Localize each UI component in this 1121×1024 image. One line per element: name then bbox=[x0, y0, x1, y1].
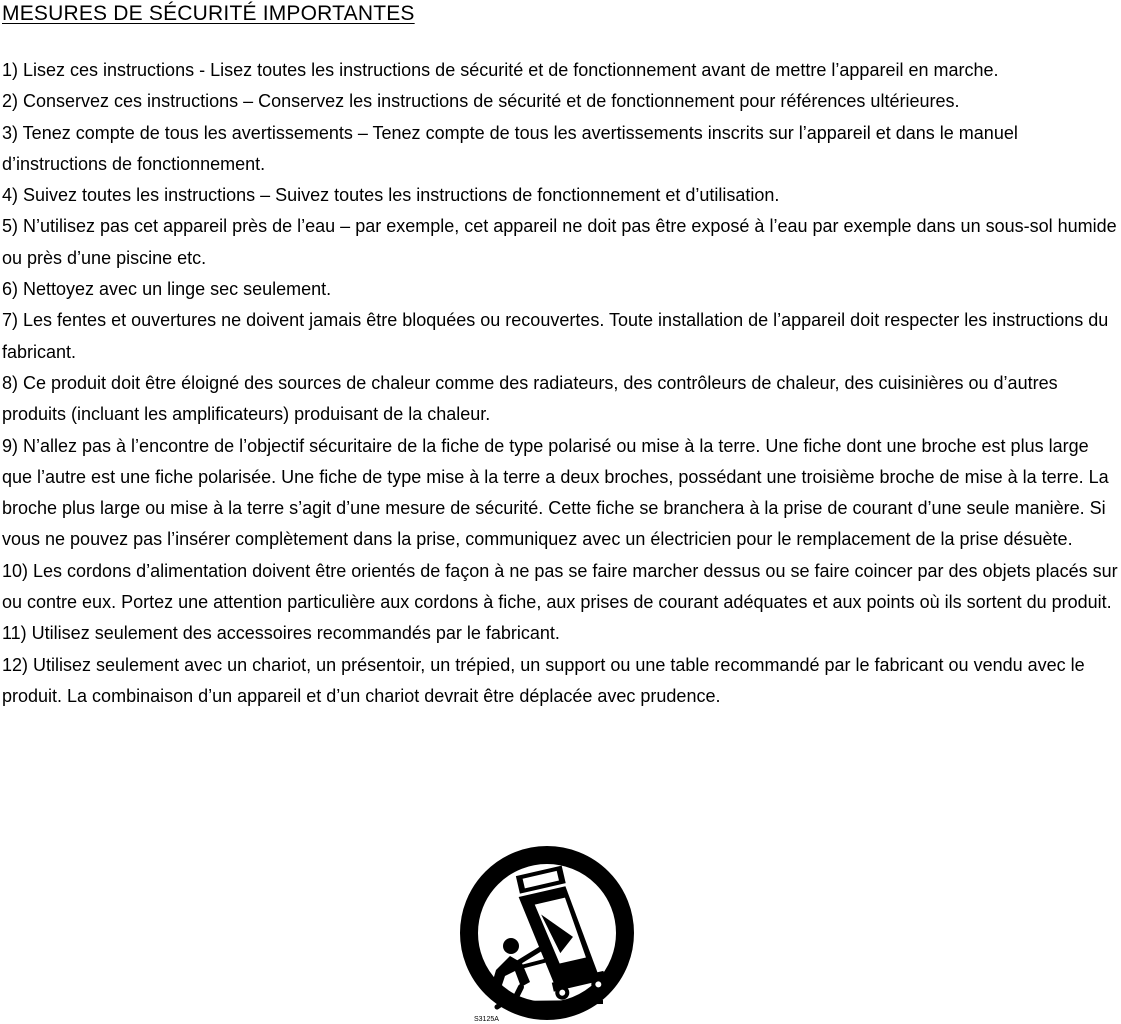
instruction-item-12: 12) Utilisez seulement avec un chariot, un présentoir, un trépied, un support ou une table recommandé par le fabricant ou vendu avec le produit. La combinaison d’un appareil et d’un chariot devrait être déplacée avec prudence. bbox=[2, 654, 1085, 706]
instruction-item-8: 8) Ce produit doit être éloigné des sources de chaleur comme des radiateurs, des contrôleurs de chaleur, des cuisinières ou d’autres produits (incluant les amplificateurs) produisant de la chaleur. bbox=[2, 372, 1058, 425]
instruction-list bbox=[2, 55, 1121, 712]
instruction-item-7: 7) Les fentes et ouvertures ne doivent jamais être bloquées ou recouvertes. Toute installation de l’appareil doit respecter les instructions du fabricant. bbox=[2, 310, 1109, 362]
instruction-item-5: 5) N’utilisez pas cet appareil près de l’eau – par exemple, cet appareil ne doit pas être exposé à l’eau par exemple dans un sous-sol humide ou près d’une piscine etc. bbox=[2, 216, 1117, 268]
instruction-item-3: 3) Tenez compte de tous les avertissements – Tenez compte de tous les avertissements inscrits sur l’appareil et dans le manuel d’instructions de fonctionnement. bbox=[2, 122, 1018, 174]
instruction-item-6: 6) Nettoyez avec un linge sec seulement. bbox=[2, 279, 332, 300]
instruction-item-1: 1) Lisez ces instructions - Lisez toutes les instructions de sécurité et de fonctionnement avant de mettre l’appareil en marche. bbox=[2, 60, 999, 80]
instruction-item-4: 4) Suivez toutes les instructions – Suivez toutes les instructions de fonctionnement et d’utilisation. bbox=[2, 185, 780, 206]
instruction-item-11: 11) Utilisez seulement des accessoires recommandés par le fabricant. bbox=[2, 623, 560, 644]
instruction-item-2: 2) Conservez ces instructions – Conservez les instructions de sécurité et de fonctionnement pour références ultérieures. bbox=[2, 91, 960, 112]
instruction-item-10: 10) Les cordons d’alimentation doivent être orientés de façon à ne pas se faire marcher dessus ou se faire coincer par des objets placés sur ou contre eux. Portez une attention particulière aux cordons à fiche, aux prises de courant adéquates et aux points où ils sortent du produit. bbox=[2, 560, 1118, 613]
page-title: MESURES DE SÉCURITÉ IMPORTANTES bbox=[2, 2, 415, 25]
cart-tip-over-warning-icon bbox=[458, 844, 636, 1024]
instruction-item-9: 9) N’allez pas à l’encontre de l’objectif sécuritaire de la fiche de type polarisé ou mise à la terre. Une fiche dont une broche est plus large que l’autre est une fiche polarisée. Une fiche de type mise à la terre a deux broches, possédant une troisième broche de mise à la terre. La broche plus large ou mise à la terre s’agit d’une mesure de sécurité. Cette fiche se branchera à la prise de courant d’une seule manière. Si vous ne pouvez pas l’insérer complètement dans la prise, communiquez avec un électricien pour le remplacement de la prise désuète. bbox=[2, 435, 1109, 550]
figure-code: S3125A bbox=[474, 1016, 499, 1023]
